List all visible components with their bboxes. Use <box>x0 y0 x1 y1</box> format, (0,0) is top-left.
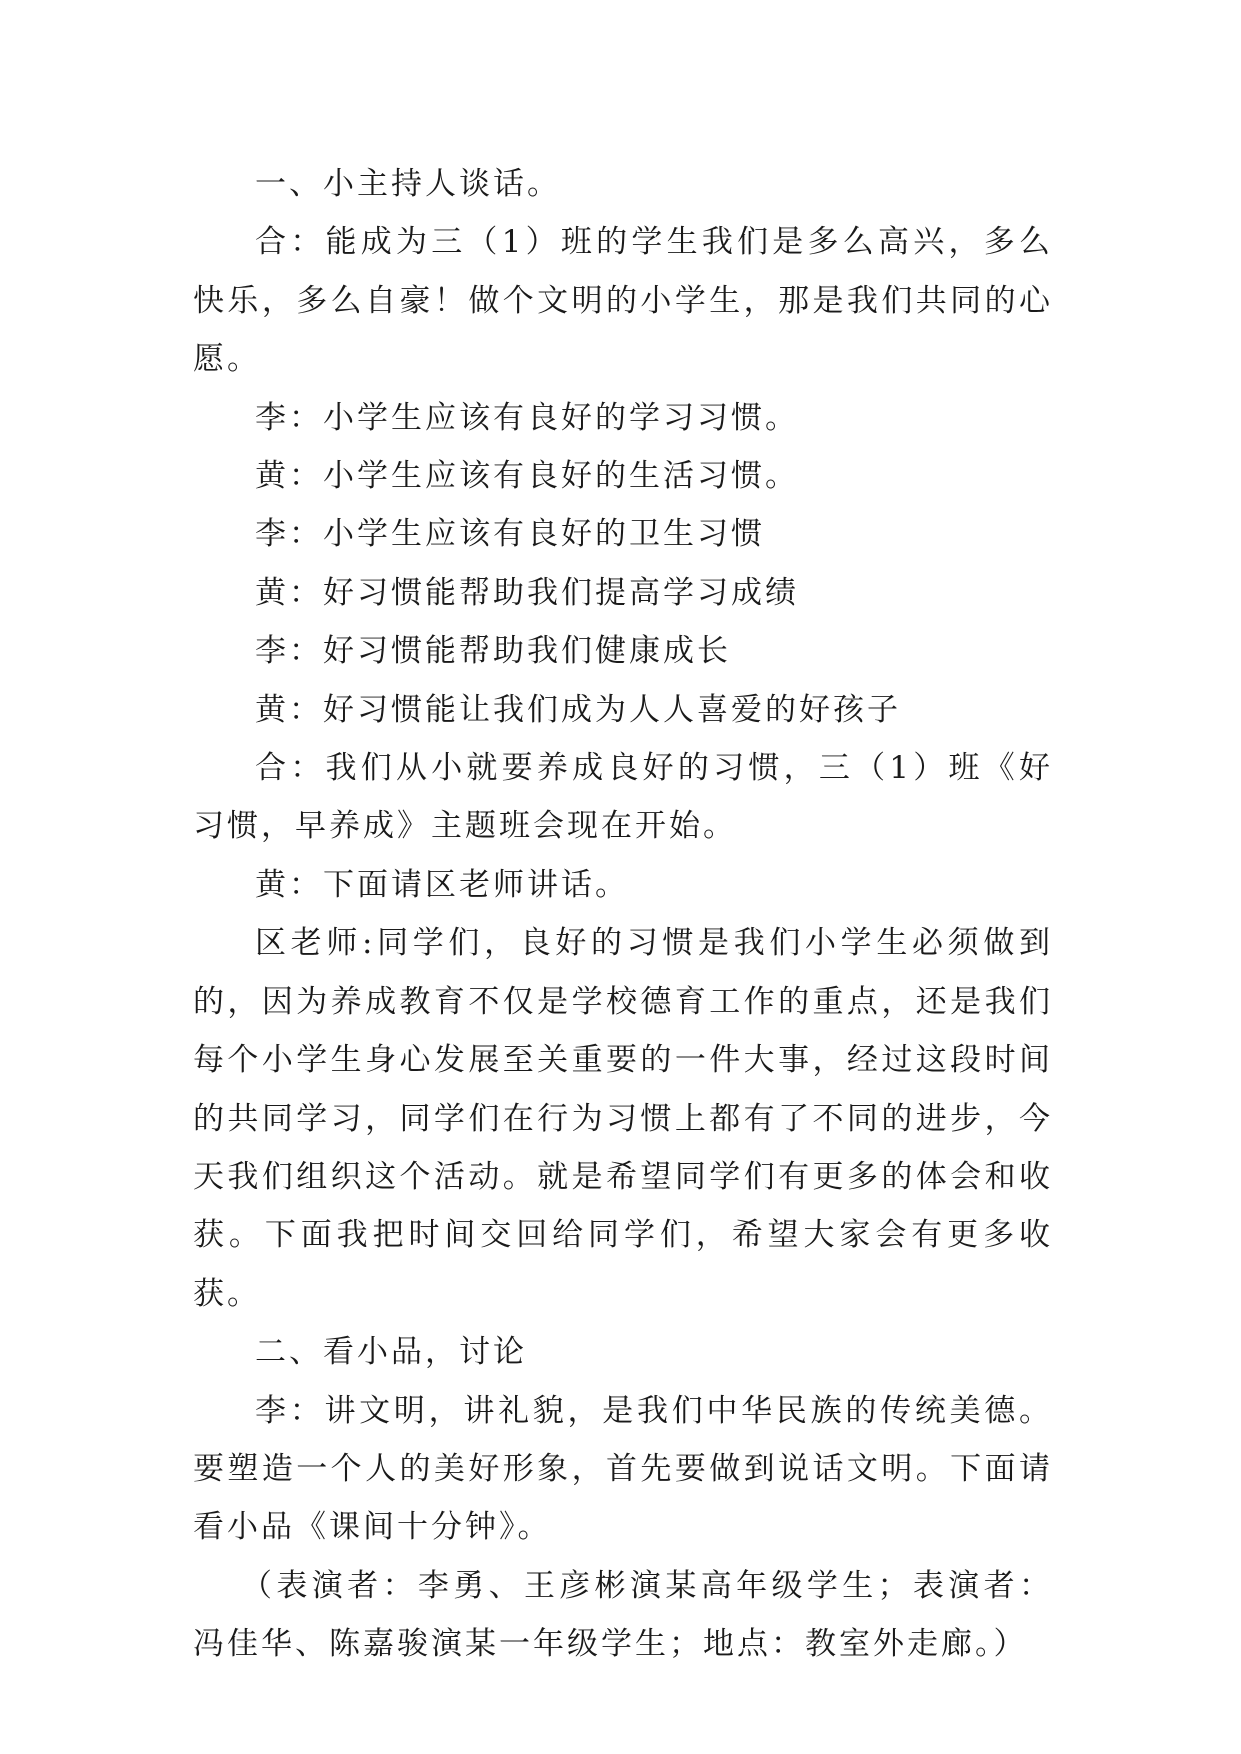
paragraph-huang-good-child: 黄：好习惯能让我们成为人人喜爱的好孩子 <box>255 691 901 728</box>
paragraph-cast-note: （表演者：李勇、王彦彬演某高年级学生；表演者：冯佳华、陈嘉骏演某一年级学生；地点：教室外走廊。） <box>193 1567 1053 1663</box>
paragraph-huang-teacher-intro: 黄：下面请区老师讲话。 <box>255 866 629 903</box>
section-heading-skit: 二、看小品，讨论 <box>255 1334 527 1371</box>
paragraph-together-start: 合：我们从小就要养成良好的习惯，三（1）班《好习惯，早养成》主题班会现在开始。 <box>193 750 1053 845</box>
paragraph-li-civility: 李：讲文明，讲礼貌，是我们中华民族的传统美德。要塑造一个人的美好形象，首先要做到说话文明。下面请看小品《课间十分钟》。 <box>193 1392 1053 1546</box>
paragraph-huang-life-habits: 黄：小学生应该有良好的生活习惯。 <box>255 458 799 495</box>
paragraph-li-healthy-growth: 李：好习惯能帮助我们健康成长 <box>255 633 731 670</box>
paragraph-teacher-speech: 区老师:同学们，良好的习惯是我们小学生必须做到的，因为养成教育不仅是学校德育工作的重点，还是我们每个小学生身心发展至关重要的一件大事，经过这段时间的共同学习，同学们在行为习惯上都有了不同的进步，今天我们组织这个活动。就是希望同学们有更多的体会和收获。下面我把时间交回给同学们，希望大家会有更多收获。 <box>193 925 1053 1312</box>
document-body <box>193 155 1053 1674</box>
paragraph-li-study-habits: 李：小学生应该有良好的学习习惯。 <box>255 399 799 436</box>
paragraph-li-hygiene-habits: 李：小学生应该有良好的卫生习惯 <box>255 516 765 553</box>
paragraph-together-intro: 合：能成为三（1）班的学生我们是多么高兴，多么快乐，多么自豪！做个文明的小学生，那是我们共同的心愿。 <box>193 224 1053 378</box>
section-heading-host-talk: 一、小主持人谈话。 <box>255 166 561 202</box>
paragraph-huang-grades: 黄：好习惯能帮助我们提高学习成绩 <box>255 574 799 611</box>
